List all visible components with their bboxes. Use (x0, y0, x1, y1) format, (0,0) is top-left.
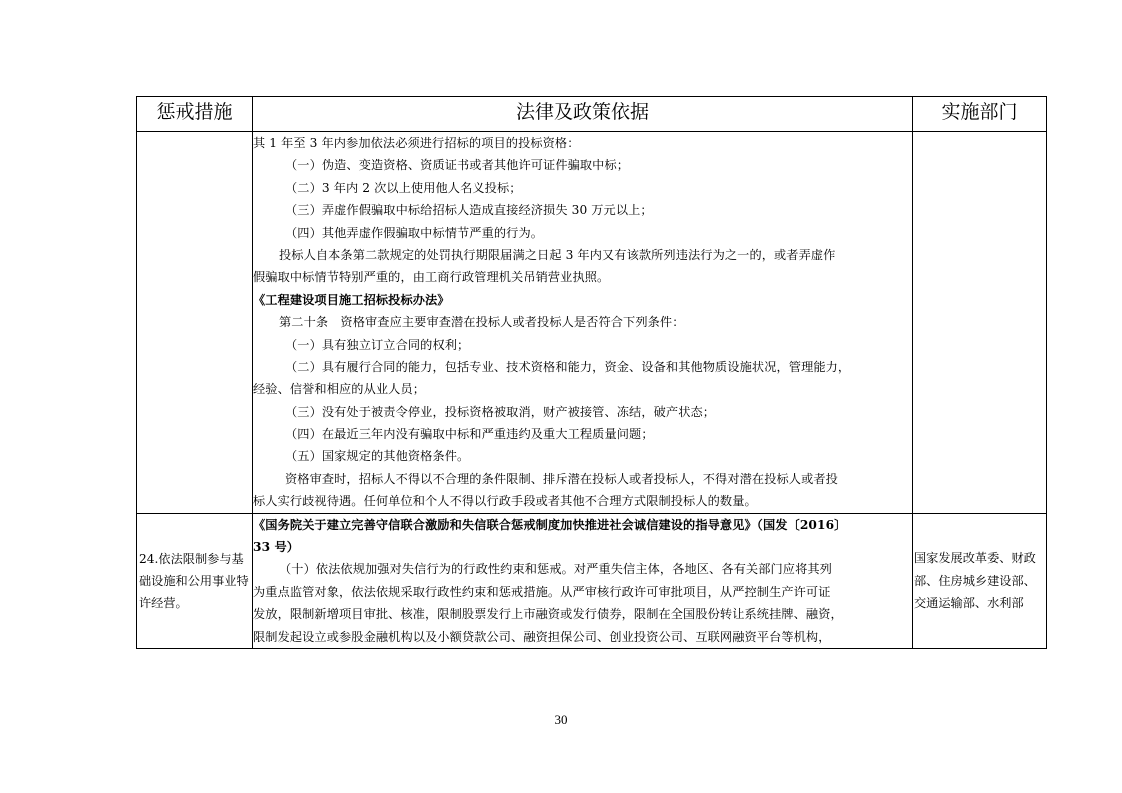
law-title: 《工程建设项目施工招标投标办法》 (253, 292, 450, 307)
text-line: 标人实行歧视待遇。任何单位和个人不得以行政手段或者其他不合理方式限制投标人的数量。 (253, 494, 757, 509)
text-line: 经验、信誉和相应的从业人员； (253, 382, 426, 397)
measure-cell: 24.依法限制参与基础设施和公用事业特许经营。 (137, 513, 253, 648)
text-line: （四）其他弄虚作假骗取中标情节严重的行为。 (285, 225, 544, 240)
text-line: （二）3 年内 2 次以上使用他人名义投标； (285, 180, 522, 195)
text-line: （四）在最近三年内没有骗取中标和严重违约及重大工程质量问题； (285, 427, 654, 442)
text-line: （三）弄虚作假骗取中标给招标人造成直接经济损失 30 万元以上； (285, 203, 653, 218)
text-line: 第二十条 资格审查应主要审查潜在投标人或者投标人是否符合下列条件： (279, 315, 685, 330)
text-line: 发放，限制新增项目审批、核准，限制股票发行上市融资或发行债券，限制在全国股份转让系统挂牌、融资， (253, 607, 843, 622)
text-line: 限制发起设立或参股金融机构以及小额贷款公司、融资担保公司、创业投资公司、互联网融资平台等机构， (253, 629, 831, 644)
header-legal-basis: 法律及政策依据 (253, 97, 913, 132)
text-line: （一）具有独立订立合同的权利； (285, 337, 470, 352)
department-cell: 国家发展改革委、财政部、住房城乡建设部、交通运输部、水利部 (913, 513, 1047, 648)
text-line: 资格审查时，招标人不得以不合理的条件限制、排斥潜在投标人或者投标人，不得对潜在投标人或者投 (285, 471, 838, 486)
text-line: （一）伪造、变造资格、资质证书或者其他许可证件骗取中标； (285, 158, 630, 173)
table-header-row (137, 97, 1047, 132)
policy-title-cont: 33 号） (253, 540, 300, 555)
table-row (137, 132, 1047, 514)
header-measures: 惩戒措施 (137, 97, 253, 132)
text-line: （十）依法依规加强对失信行为的行政性约束和惩戒。对严重失信主体，各地区、各有关部门应将其列 (279, 562, 832, 577)
page-number: 30 (554, 712, 568, 727)
text-line: 假骗取中标情节特别严重的，由工商行政管理机关吊销营业执照。 (253, 270, 610, 285)
legal-basis-cell (253, 513, 913, 648)
text-line: 投标人自本条第二款规定的处罚执行期限届满之日起 3 年内又有该款所列违法行为之一的，或者弄虚作 (279, 247, 836, 262)
measures-table (136, 96, 1047, 649)
text-line: （五）国家规定的其他资格条件。 (285, 449, 470, 464)
text-line: （二）具有履行合同的能力，包括专业、技术资格和能力，资金、设备和其他物质设施状况，管理能力， (285, 359, 851, 374)
table-row (137, 513, 1047, 648)
legal-basis-cell (253, 132, 913, 514)
text-line: 其 1 年至 3 年内参加依法必须进行招标的项目的投标资格： (253, 136, 580, 150)
header-departments: 实施部门 (913, 97, 1047, 132)
text-line: 为重点监管对象，依法依规采取行政性约束和惩戒措施。从严审核行政许可审批项目，从严控制生产许可证 (253, 584, 831, 599)
policy-title: 《国务院关于建立完善守信联合激励和失信联合惩戒制度加快推进社会诚信建设的指导意见》（国发〔2016〕 (253, 517, 847, 532)
text-line: （三）没有处于被责令停业，投标资格被取消，财产被接管、冻结，破产状态； (285, 404, 716, 419)
measure-cell-empty (137, 132, 253, 514)
department-cell-empty (913, 132, 1047, 514)
